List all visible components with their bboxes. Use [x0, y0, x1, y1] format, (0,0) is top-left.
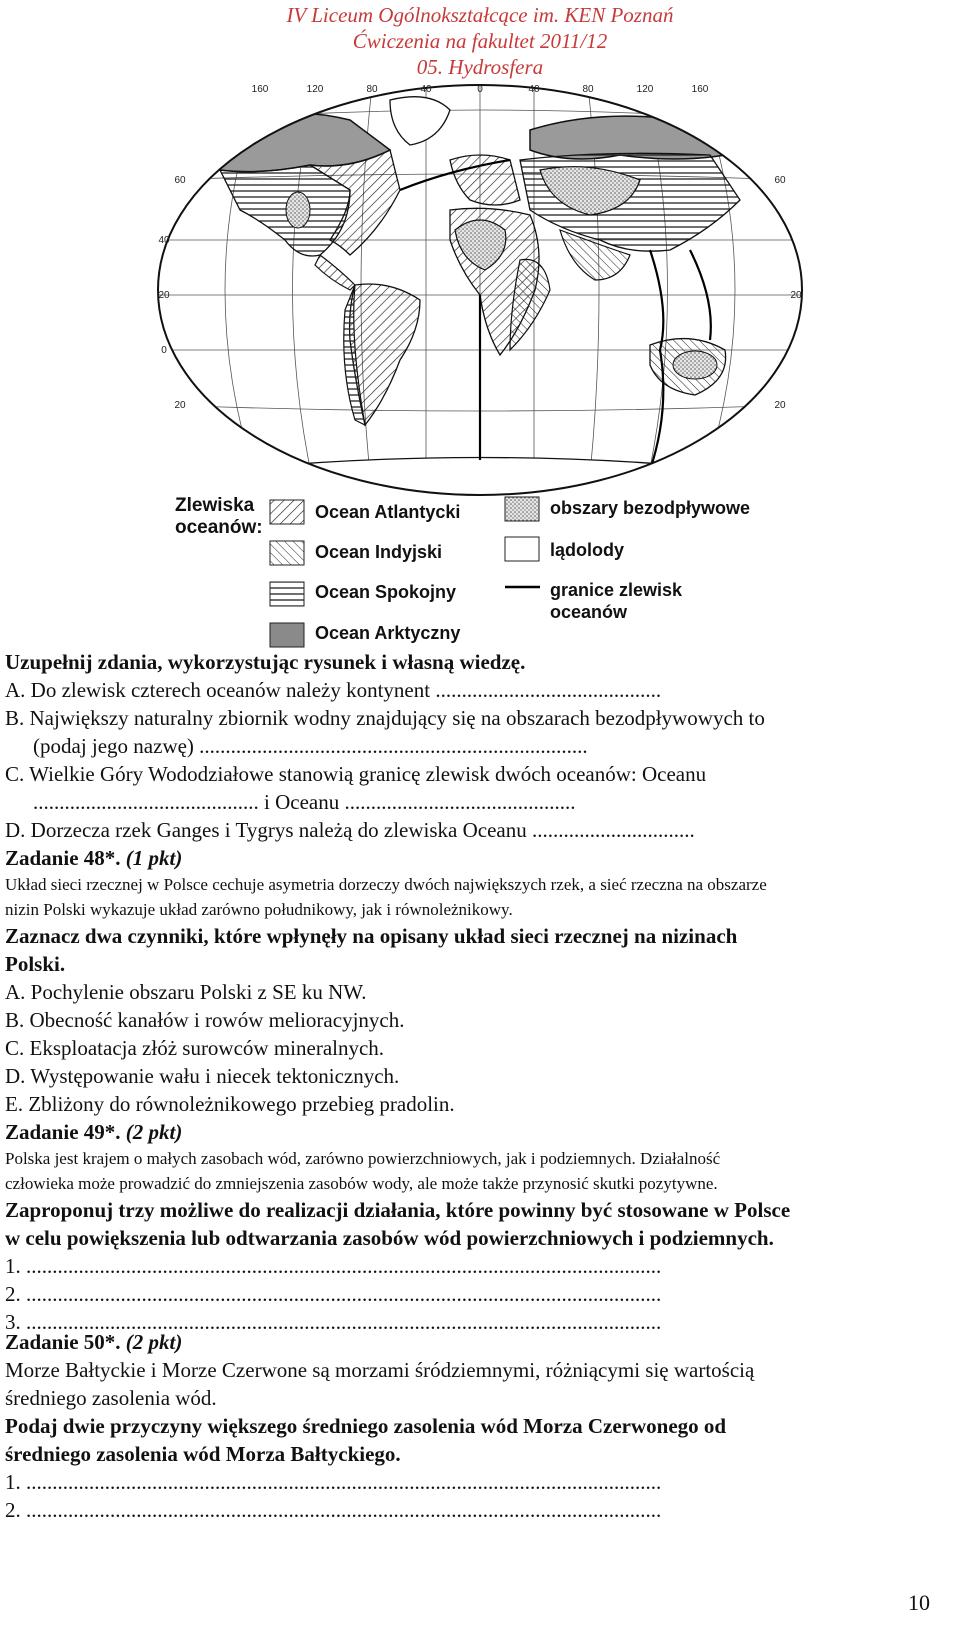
page-number: 10: [908, 1590, 930, 1615]
ice-swatch: [505, 537, 539, 561]
indian-swatch: [270, 541, 304, 565]
page-header: [0, 2, 960, 80]
legend-title: Zlewiska oceanów:: [175, 495, 263, 538]
legend-swatches: [170, 495, 810, 665]
legend-boundary: granice zlewisk oceanów: [550, 580, 683, 622]
task-47-b-cont: (podaj jego nazwę) ..........................................................................: [33, 734, 588, 758]
school-name: IV Liceum Ogólnokształcące im. KEN Poznań: [286, 3, 674, 27]
task-48-body-cont: nizin Polski wykazuje układ zarówno południkowy, jak i równoleżnikowy.: [5, 900, 513, 919]
pacific-swatch: [270, 582, 304, 606]
atlantic-swatch: [270, 500, 304, 524]
task-48-option-a[interactable]: A. Pochylenie obszaru Polski z SE ku NW.: [5, 980, 367, 1004]
world-map-figure: [150, 80, 810, 500]
lat-label: 0: [161, 345, 167, 356]
endorheic-swatch: [505, 497, 539, 521]
task-50-instruction: Podaj dwie przyczyny większego średniego zasolenia wód Morza Czerwonego od: [5, 1414, 727, 1438]
task-49-instruction: Zaproponuj trzy możliwe do realizacji działania, które powinny być stosowane w Polsce: [5, 1198, 791, 1222]
task-50-heading: Zadanie 50*. (2 pkt): [5, 1330, 183, 1354]
task-48-option-e[interactable]: E. Zbliżony do równoleżnikowego przebieg pradolin.: [5, 1092, 455, 1116]
lon-label: 80: [366, 84, 378, 95]
legend-arctic: Ocean Arktyczny: [315, 623, 461, 643]
task-48-option-c[interactable]: C. Eksploatacja złóż surowców mineralnych.: [5, 1036, 385, 1060]
task-47-b: B. Największy naturalny zbiornik wodny znajdujący się na obszarach bezodpływowych to: [5, 706, 765, 730]
task-50-body: Morze Bałtyckie i Morze Czerwone są morzami śródziemnymi, różniącymi się wartością: [5, 1358, 755, 1382]
legend-ice: lądolody: [550, 540, 625, 560]
task-47-instruction: Uzupełnij zdania, wykorzystując rysunek i własną wiedzę.: [5, 650, 526, 674]
lat-label: 20: [158, 290, 170, 301]
lat-label: 20: [774, 400, 786, 411]
lon-label: 0: [477, 84, 483, 95]
lon-label: 160: [251, 84, 269, 95]
lon-label: 80: [582, 84, 594, 95]
task-49-answer-line-2[interactable]: 2. .........................................................................................................................: [5, 1282, 662, 1306]
task-48-body: Układ sieci rzecznej w Polsce cechuje asymetria dorzeczy dwóch największych rzek, a sieć rzeczna na obszarze: [5, 875, 767, 894]
legend-endorheic: obszary bezodpływowe: [550, 498, 751, 518]
task-49-answer-line-1[interactable]: 1. .........................................................................................................................: [5, 1254, 662, 1278]
task-49-answer-line-3[interactable]: 3. .........................................................................................................................: [5, 1310, 662, 1334]
legend-atlantic: Ocean Atlantycki: [315, 502, 461, 522]
lon-label: 120: [636, 84, 654, 95]
task-50-body-cont: średniego zasolenia wód.: [5, 1386, 217, 1410]
drainage-basins-map: [150, 80, 810, 500]
lon-label: 40: [420, 84, 432, 95]
task-49-instruction-cont: w celu powiększenia lub odtwarzania zasobów wód powierzchniowych i podziemnych.: [5, 1226, 774, 1250]
lat-label: 60: [174, 175, 186, 186]
task-47-d: D. Dorzecza rzek Ganges i Tygrys należą do zlewiska Oceanu ...............................: [5, 818, 695, 842]
task-49: [5, 1118, 955, 1336]
task-49-heading: Zadanie 49*. (2 pkt): [5, 1120, 183, 1144]
lat-label: 20: [174, 400, 186, 411]
task-47-c-cont: ........................................... i Oceanu ............................................: [33, 790, 576, 814]
task-48-instruction-cont: Polski.: [5, 952, 66, 976]
task-47-a: A. Do zlewisk czterech oceanów należy kontynent ...........................................: [5, 678, 662, 702]
legend-indian: Ocean Indyjski: [315, 542, 443, 562]
task-48-heading: Zadanie 48*. (1 pkt): [5, 846, 183, 870]
task-48: [5, 844, 955, 1118]
map-legend: [170, 495, 810, 665]
task-48-option-b[interactable]: B. Obecność kanałów i rowów melioracyjnych.: [5, 1008, 405, 1032]
lon-label: 160: [691, 84, 709, 95]
section-title: 05. Hydrosfera: [416, 55, 544, 79]
arctic-swatch: [270, 623, 304, 647]
task-48-option-d[interactable]: D. Występowanie wału i niecek tektonicznych.: [5, 1064, 400, 1088]
task-50-instruction-cont: średniego zasolenia wód Morza Bałtyckiego.: [5, 1442, 401, 1466]
task-49-body: Polska jest krajem o małych zasobach wód, zarówno powierzchniowych, jak i podziemnych. Działalność: [5, 1149, 721, 1168]
lat-label: 40: [158, 235, 170, 246]
legend-pacific: Ocean Spokojny: [315, 582, 457, 602]
task-48-instruction: Zaznacz dwa czynniki, które wpłynęły na opisany układ sieci rzecznej na nizinach: [5, 924, 738, 948]
task-50: [5, 1328, 955, 1524]
task-49-body-cont: człowieka może prowadzić do zmniejszenia zasobów wody, ale może także przynosić skutki pozytywne.: [5, 1174, 718, 1193]
task-50-answer-line-2[interactable]: 2. .........................................................................................................................: [5, 1498, 662, 1522]
task-50-answer-line-1[interactable]: 1. .........................................................................................................................: [5, 1470, 662, 1494]
lat-label: 60: [774, 175, 786, 186]
lon-label: 40: [528, 84, 540, 95]
lon-label: 120: [306, 84, 324, 95]
task-47: [5, 648, 955, 844]
course-title: Ćwiczenia na fakultet 2011/12: [352, 29, 608, 53]
lat-label: 20: [790, 290, 802, 301]
task-47-c: C. Wielkie Góry Wododziałowe stanowią granicę zlewisk dwóch oceanów: Oceanu: [5, 762, 707, 786]
